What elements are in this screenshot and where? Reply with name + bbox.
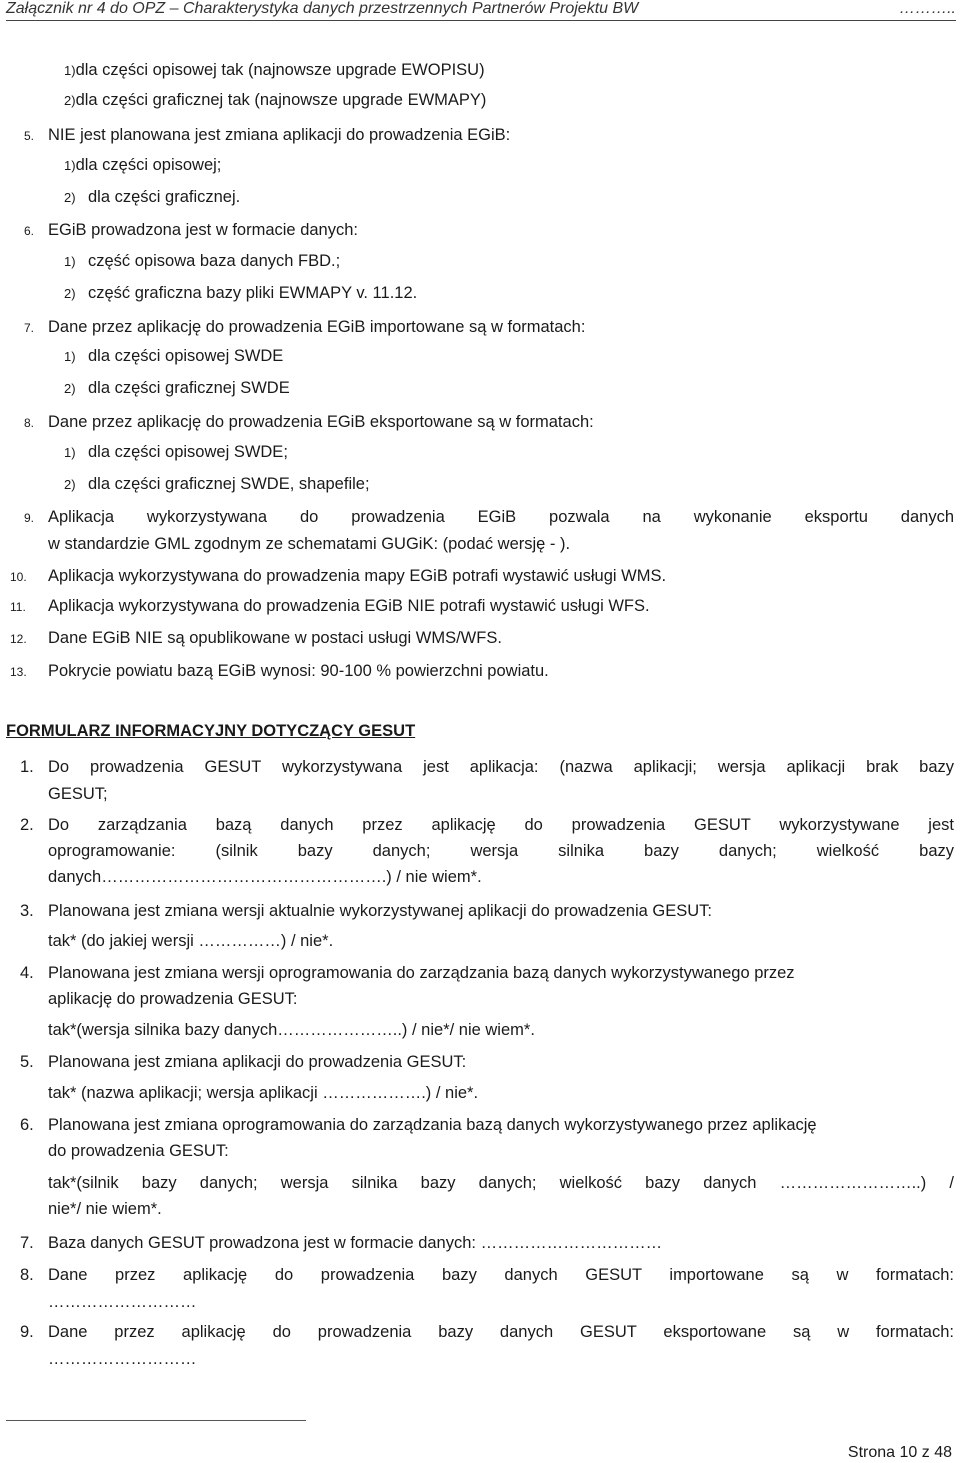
item-2-line3: danych…………………………………………….) / nie wiem*.: [48, 868, 482, 886]
item-5-line1: Planowana jest zmiana aplikacji do prowadzenia GESUT:: [48, 1053, 467, 1071]
header-title: Załącznik nr 4 do OPZ – Charakterystyka danych przestrzennych Partnerów Projektu BW: [6, 0, 639, 17]
list-item: 6. EGiB prowadzona jest w formacie danych:: [24, 221, 358, 239]
item-number: 2.: [20, 816, 34, 834]
header-right: ………..: [899, 0, 956, 17]
item-8-line2: ………………………: [48, 1293, 197, 1311]
list-item: 1) dla części opisowej SWDE;: [64, 443, 288, 461]
item-7-line1: Baza danych GESUT prowadzona jest w formacie danych: ……………………………: [48, 1234, 663, 1252]
item-6-line2: do prowadzenia GESUT:: [48, 1142, 229, 1160]
item-4-line3: tak*(wersja silnika bazy danych…………………..) / nie*/ nie wiem*.: [48, 1021, 535, 1039]
footer-divider: [6, 1420, 306, 1421]
item-6-line4: nie*/ nie wiem*.: [48, 1200, 162, 1218]
item-3-line2: tak* (do jakiej wersji ……………) / nie*.: [48, 932, 334, 950]
list-item: 1)dla części opisowej;: [64, 156, 222, 174]
item-number: 1.: [20, 758, 34, 776]
list-item: 2) dla części graficznej SWDE, shapefile;: [64, 475, 370, 493]
list-item: 1) dla części opisowej SWDE: [64, 347, 284, 365]
item-3-line1: Planowana jest zmiana wersji aktualnie wykorzystywanej aplikacji do prowadzenia GESUT:: [48, 902, 712, 920]
section-title: FORMULARZ INFORMACYJNY DOTYCZĄCY GESUT: [6, 722, 416, 740]
list-item: 2) dla części graficznej.: [64, 188, 241, 206]
item-2-line2: oprogramowanie: (silnik bazy danych; wersja silnika bazy danych; wielkość bazy: [48, 842, 954, 860]
page-number: Strona 10 z 48: [847, 1444, 952, 1461]
list-item: 7. Dane przez aplikację do prowadzenia EGiB importowane są w formatach:: [24, 318, 586, 336]
list-item: 5. NIE jest planowana jest zmiana aplikacji do prowadzenia EGiB:: [24, 126, 511, 144]
item-6-line3: tak*(silnik bazy danych; wersja silnika bazy danych; wielkość bazy danych ……………………..) /: [48, 1174, 954, 1192]
list-item: 11. Aplikacja wykorzystywana do prowadzenia EGiB NIE potrafi wystawić usługi WFS.: [10, 597, 650, 615]
page-header: [6, 0, 956, 21]
list-item: 10. Aplikacja wykorzystywana do prowadzenia mapy EGiB potrafi wystawić usługi WMS.: [10, 567, 667, 585]
list-item: 8. Dane przez aplikację do prowadzenia EGiB eksportowane są w formatach:: [24, 413, 594, 431]
item-number: 6.: [20, 1116, 34, 1134]
list-item: 12. Dane EGiB NIE są opublikowane w postaci usługi WMS/WFS.: [10, 629, 502, 647]
item-number: 5.: [20, 1053, 34, 1071]
item-9-line2: ………………………: [48, 1350, 197, 1368]
list-item: 1)dla części opisowej tak (najnowsze upgrade EWOPISU): [64, 61, 485, 79]
list-item-9-line2: w standardzie GML zgodnym ze schematami GUGiK: (podać wersję - ).: [48, 535, 571, 553]
item-number: 9.: [20, 1323, 34, 1341]
list-item: 2) dla części graficznej SWDE: [64, 379, 290, 397]
list-item-9: 9.: [24, 511, 35, 525]
item-number: 7.: [20, 1234, 34, 1252]
item-4-line2: aplikację do prowadzenia GESUT:: [48, 990, 298, 1008]
item-4-line1: Planowana jest zmiana wersji oprogramowania do zarządzania bazą danych wykorzystywanego przez: [48, 964, 795, 982]
item-2-line1: Do zarządzania bazą danych przez aplikację do prowadzenia GESUT wykorzystywane jest: [48, 816, 954, 834]
item-9-line1: Dane przez aplikację do prowadzenia bazy danych GESUT eksportowane są w formatach:: [48, 1323, 954, 1341]
list-item: 2)dla części graficznej tak (najnowsze upgrade EWMAPY): [64, 91, 487, 109]
list-item-9-line1: Aplikacja wykorzystywana do prowadzenia EGiB pozwala na wykonanie eksportu danych: [48, 508, 954, 526]
item-number: 4.: [20, 964, 34, 982]
list-item: 13. Pokrycie powiatu bazą EGiB wynosi: 90-100 % powierzchni powiatu.: [10, 662, 549, 680]
item-number: 3.: [20, 902, 34, 920]
item-6-line1: Planowana jest zmiana oprogramowania do zarządzania bazą danych wykorzystywanego przez aplikację: [48, 1116, 817, 1134]
list-item: 2) część graficzna bazy pliki EWMAPY v. 11.12.: [64, 284, 418, 302]
item-1-line2: GESUT;: [48, 785, 108, 803]
item-5-line2: tak* (nazwa aplikacji; wersja aplikacji ……………….) / nie*.: [48, 1084, 479, 1102]
item-1-line1: Do prowadzenia GESUT wykorzystywana jest aplikacja: (nazwa aplikacji; wersja aplikacji brak bazy: [48, 758, 954, 776]
item-8-line1: Dane przez aplikację do prowadzenia bazy danych GESUT importowane są w formatach:: [48, 1266, 954, 1284]
item-number: 8.: [20, 1266, 34, 1284]
list-item: 1) część opisowa baza danych FBD.;: [64, 252, 341, 270]
